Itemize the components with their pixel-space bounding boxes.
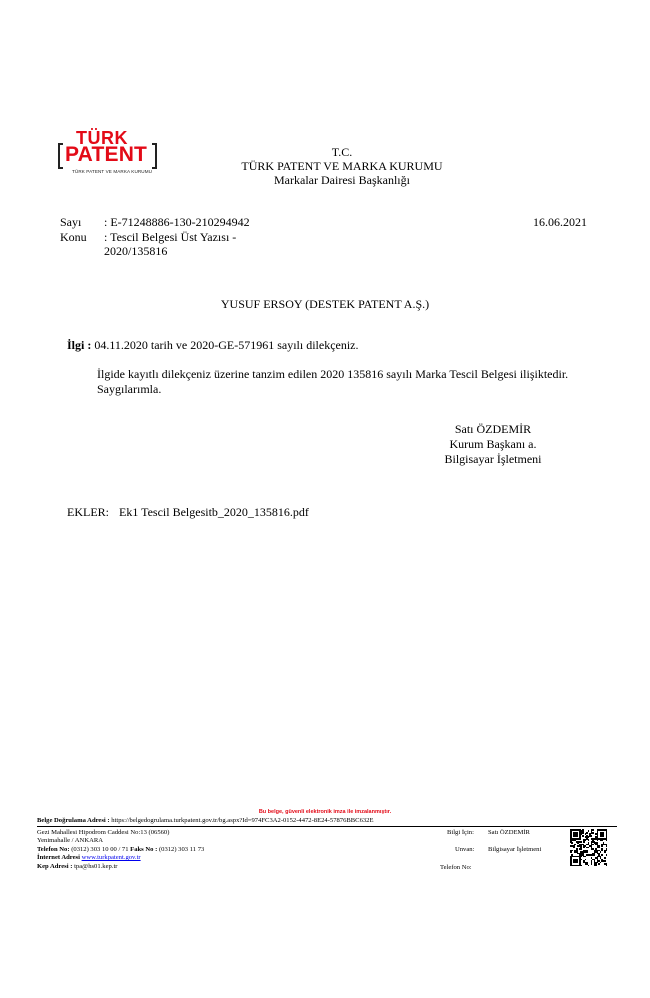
qr-module [573,847,575,849]
logo-subtitle: TÜRK PATENT VE MARKA KURUMU [72,169,153,174]
info-value: Satı ÖZDEMİR [488,829,530,836]
ilgi-line [67,338,359,353]
qr-module [576,835,578,837]
qr-module [588,839,590,841]
qr-module [588,847,590,849]
qr-module [591,863,593,865]
phone-value: (0312) 303 10 00 / 71 [69,845,129,853]
qr-module [598,847,600,849]
turk-patent-logo [58,129,162,177]
qr-module [606,850,608,852]
verify-address [37,817,374,825]
web-line [37,854,204,862]
info-label: Bilgi İçin: [447,829,474,836]
qr-module [571,842,573,844]
logo-text-turk: TÜRK [76,128,128,148]
qr-module [604,851,606,853]
attachments-label: EKLER: [67,505,109,519]
qr-module [585,856,587,858]
qr-module [592,844,594,846]
qr-module [580,865,582,867]
qr-module [586,851,588,853]
qr-module [574,844,576,846]
verify-label: Belge Doğrulama Adresi : [37,817,110,824]
document-header [200,145,484,187]
kep-value: tpa@hs01.kep.tr [72,862,118,870]
qr-module [603,835,605,837]
sayi-label: Sayı [60,215,82,229]
qr-module [591,835,593,837]
unvan-label: Unvan: [455,846,475,853]
attachment-item[interactable]: Ek1 Tescil Belgesitb_2020_135816.pdf [119,505,309,519]
tel-label: Telefon No: [440,864,472,871]
web-label: İnternet Adresi [37,854,80,862]
kep-label: Kep Adresi : [37,862,73,870]
logo-bracket-left [58,143,63,169]
qr-module [595,865,597,867]
qr-module [579,838,581,840]
esign-notice: Bu belge, güvenli elektronik imza ile imzalanmıştır. [258,809,392,815]
qr-module [585,839,587,841]
footer-left [37,829,204,871]
qr-module [606,854,608,856]
footer-divider [37,826,617,827]
header-line-institution: TÜRK PATENT VE MARKA KURUMU [241,159,443,173]
qr-module [571,850,573,852]
signature-name: Satı ÖZDEMİR [454,422,532,436]
fax-label: Faks No : [128,845,158,853]
qr-module [585,859,587,861]
qr-module [601,850,603,852]
qr-module [583,841,585,843]
qr-module [588,836,590,838]
signature-title1: Kurum Başkanı a. [449,437,537,451]
qr-module [606,839,608,841]
qr-module [606,845,608,847]
konu-value-line2: 2020/135816 [104,244,168,258]
verify-value[interactable]: https://belgedogrulama.turkpatent.gov.tr/bg.aspx?Id=974FC3A2-0152-4472-8E24-57876BBC632E [109,817,374,824]
verification-qr-code[interactable] [570,829,607,866]
phone-fax-line [37,846,204,854]
header-line-tc: T.C. [331,145,353,159]
qr-module [580,841,582,843]
unvan-value: Bilgisayar İşletmeni [488,846,542,853]
sayi-value: : E-71248886-130-210294942 [104,215,250,229]
qr-module [583,847,585,849]
qr-module [588,830,590,832]
qr-module [598,863,600,865]
signature-title2: Bilgisayar İşletmeni [444,452,542,466]
qr-module [570,851,572,853]
qr-module [582,835,584,837]
ilgi-label: İlgi : [67,338,92,352]
qr-module [601,839,603,841]
qr-module [600,862,602,864]
qr-module [580,856,582,858]
recipient: YUSUF ERSOY (DESTEK PATENT A.Ş.) [220,297,430,311]
body-closing: Saygılarımla. [97,382,162,396]
body-paragraph: İlgide kayıtlı dilekçeniz üzerine tanzim edilen 2020 135816 sayılı Marka Tescil Belgesi ilişiktedir. [97,367,569,381]
qr-module [580,848,582,850]
address-line2: Yenimahalle / ANKARA [37,837,103,845]
konu-value-line1: : Tescil Belgesi Üst Yazısı - [104,230,237,244]
qr-module [592,832,594,834]
qr-module [582,832,584,834]
phone-label: Telefon No: [37,845,70,853]
qr-module [576,862,578,864]
address-line1: Gezi Mahallesi Hipodrom Caddesi No:13 (06560) [37,829,170,836]
qr-module [594,854,596,856]
document-date: 16.06.2021 [533,215,587,229]
signature-block [430,422,556,467]
qr-module [606,865,608,867]
qr-module [597,839,599,841]
logo-text-patent: PATENT [65,143,148,166]
qr-module [601,845,603,847]
kep-line [37,863,204,871]
fax-value: (0312) 303 11 73 [157,845,205,853]
header-line-department: Markalar Dairesi Başkanlığı [274,173,410,187]
qr-module [600,851,602,853]
qr-module [604,857,606,859]
web-link[interactable]: www.turkpatent.gov.tr [81,854,141,862]
qr-module [592,829,594,831]
konu-label: Konu [60,230,87,244]
qr-module [580,859,582,861]
qr-module [604,860,606,862]
qr-module [586,832,588,834]
qr-module [588,865,590,867]
ilgi-text: 04.11.2020 tarih ve 2020-GE-571961 sayılı dilekçeniz. [91,338,359,352]
qr-module [601,854,603,856]
logo-bracket-right [152,143,157,169]
